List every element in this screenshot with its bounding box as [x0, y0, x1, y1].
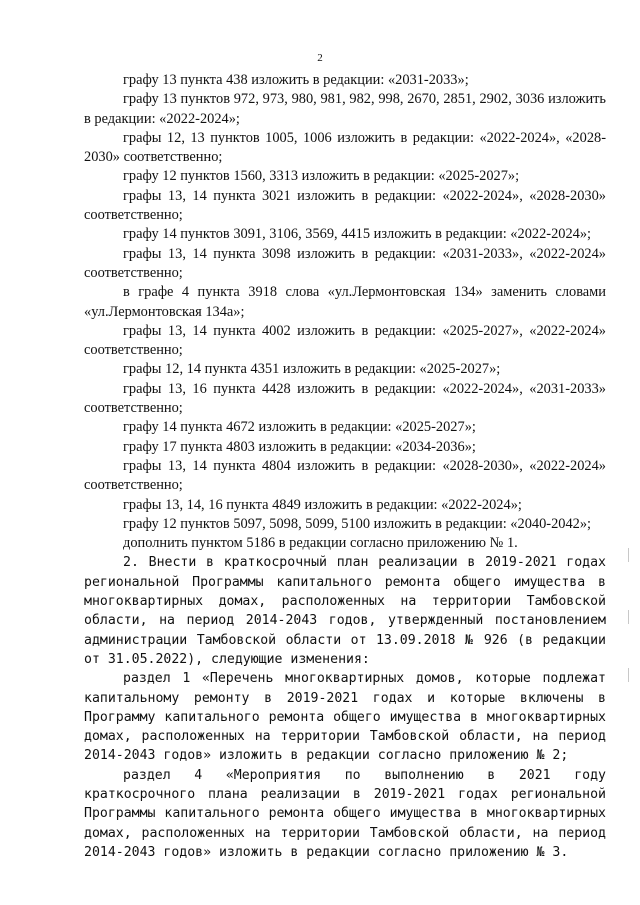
document-body: [84, 71, 606, 862]
paragraph-item-4803: графу 17 пункта 4803 изложить в редакции: «2034-2036»;: [123, 438, 476, 455]
paragraph-item-4428: графы 13, 16 пункта 4428 изложить в редакции: «2022-2024», «2031-2033» соответственно;: [84, 380, 606, 417]
page-number: 2: [317, 52, 323, 64]
paragraph-item-5097: графу 12 пунктов 5097, 5098, 5099, 5100 изложить в редакции: «2040-2042»;: [123, 515, 592, 532]
paragraph-item-438: графу 13 пункта 438 изложить в редакции: «2031-2033»;: [123, 72, 469, 88]
section-2-intro: 2. Внести в краткосрочный план реализации в 2019-2021 годах региональной Программы капитального ремонта общего имущества в многоквартирных домах, расположенных на территории Тамбовской области, на период 2014-2043 годов, утвержденный постановлением администрации Тамбовской области от 13.09.2018 № 926 (в редакции от 31.05.2022), следующие изменения:: [84, 555, 606, 667]
paragraph-item-3021: графы 13, 14 пункта 3021 изложить в редакции: «2022-2024», «2028-2030» соответственно;: [84, 187, 606, 224]
paragraph-item-1560: графу 12 пунктов 1560, 3313 изложить в редакции: «2025-2027»;: [123, 168, 520, 185]
scan-edge-mark: [628, 610, 635, 624]
scan-edge-mark: [628, 548, 635, 562]
scan-edge-mark: [628, 668, 635, 682]
paragraph-item-4849: графы 13, 14, 16 пункта 4849 изложить в редакции: «2022-2024»;: [123, 496, 522, 513]
paragraph-item-4351: графы 12, 14 пункта 4351 изложить в редакции: «2025-2027»;: [123, 361, 501, 378]
section-2-item-razdel-1: раздел 1 «Перечень многоквартирных домов, которые подлежат капитальному ремонту в 2019-2021 годах и которые включены в Программу капитального ремонта общего имущества в многоквартирных домах, расположенных на территории Тамбовской области, на период 2014-2043 годов» изложить в редакции согласно приложению № 2;: [84, 671, 606, 764]
paragraph-item-4002: графы 13, 14 пункта 4002 изложить в редакции: «2025-2027», «2022-2024» соответственно;: [84, 322, 606, 359]
paragraph-item-5186: дополнить пунктом 5186 в редакции согласно приложению № 1.: [123, 535, 518, 552]
section-2-item-razdel-4: раздел 4 «Мероприятия по выполнению в 2021 году краткосрочного плана реализации в 2019-2021 годах региональной Программы капитального ремонта общего имущества в многоквартирных домах, расположенных на территории Тамбовской области, на период 2014-2043 годов» изложить в редакции согласно приложению № 3.: [84, 767, 606, 860]
paragraph-item-4804: графы 13, 14 пункта 4804 изложить в редакции: «2028-2030», «2022-2024» соответственно;: [84, 457, 606, 494]
paragraph-item-4672: графу 14 пункта 4672 изложить в редакции: «2025-2027»;: [123, 419, 476, 436]
paragraph-item-3098: графы 13, 14 пункта 3098 изложить в редакции: «2031-2033», «2022-2024» соответственно;: [84, 245, 606, 281]
paragraph-item-3918: в графе 4 пункта 3918 слова «ул.Лермонтовская 134» заменить словами «ул.Лермонтовская 134а»;: [84, 284, 606, 320]
paragraph-item-3091: графу 14 пунктов 3091, 3106, 3569, 4415 изложить в редакции: «2022-2024»;: [123, 226, 592, 243]
paragraph-item-1005: графы 12, 13 пунктов 1005, 1006 изложить в редакции: «2022-2024», «2028-2030» соответственно;: [84, 129, 606, 166]
paragraph-item-972: графу 13 пунктов 972, 973, 980, 981, 982, 998, 2670, 2851, 2902, 3036 изложить в редакции: «2022-2024»;: [84, 91, 606, 127]
